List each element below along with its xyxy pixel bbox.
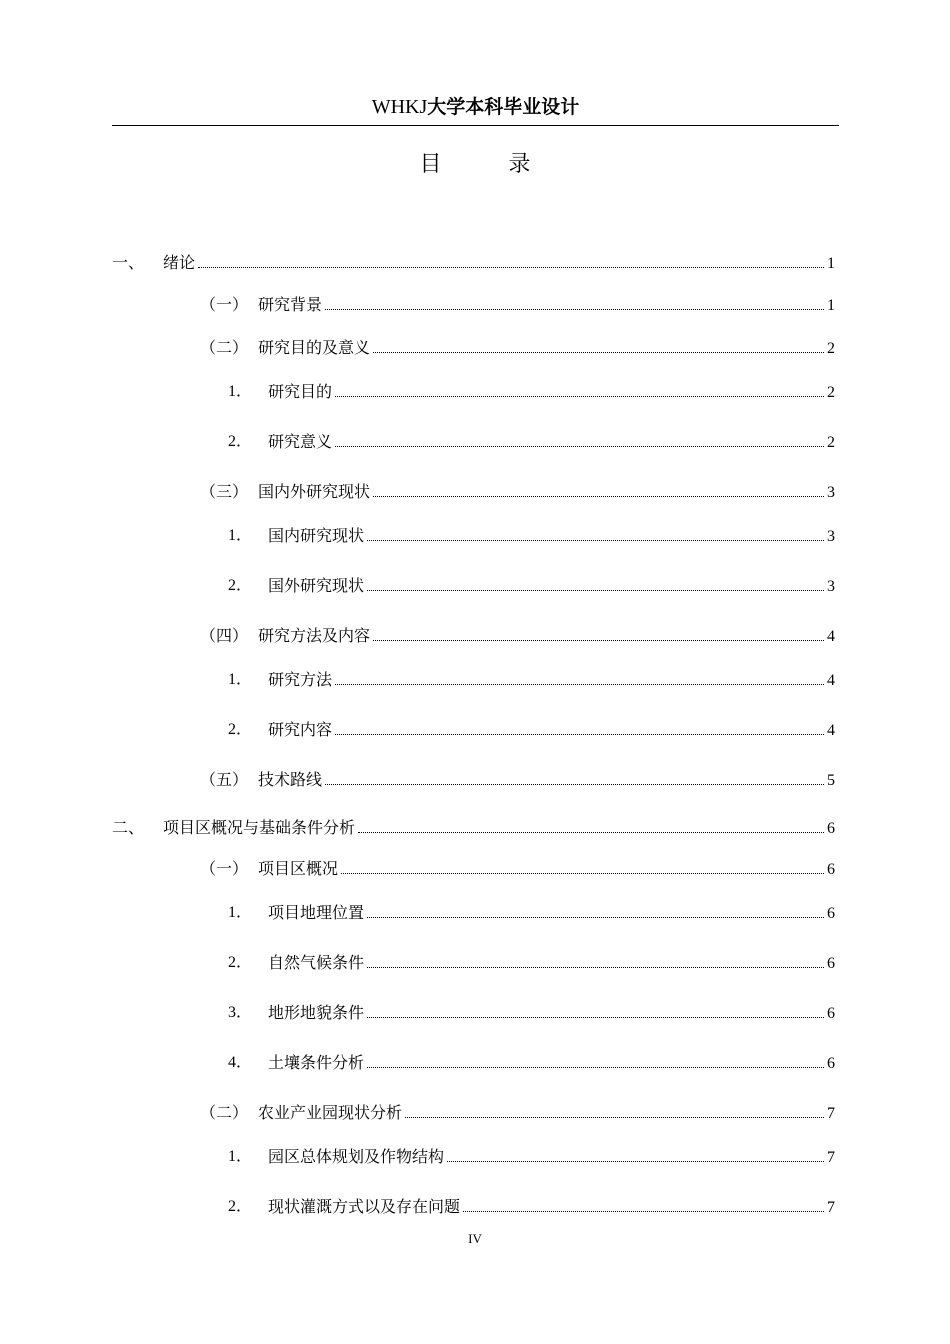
toc-entry-page: 4 <box>827 672 835 689</box>
toc-entry-page: 7 <box>827 1199 835 1216</box>
page-number: IV <box>468 1231 482 1246</box>
toc-dot-leader <box>335 430 824 447</box>
toc-entry[interactable] <box>0 524 950 548</box>
toc-entry[interactable] <box>0 857 950 881</box>
toc-dot-leader <box>358 816 824 833</box>
toc-title: 目 录 <box>419 152 561 177</box>
toc-entry-page: 2 <box>827 384 835 401</box>
toc-entry[interactable] <box>0 1195 950 1219</box>
toc-entry-page: 6 <box>827 820 835 837</box>
toc-dot-leader <box>335 718 824 735</box>
toc-entry[interactable] <box>0 768 950 792</box>
toc-entry-title: 现状灌溉方式以及存在问题 <box>268 1197 461 1216</box>
toc-entry-marker: （一） <box>200 295 249 314</box>
toc-entry-marker: 1． <box>228 1148 253 1165</box>
toc-entry-marker: 2． <box>228 954 253 971</box>
toc-entry-page: 5 <box>827 772 835 789</box>
toc-entry-title: 研究内容 <box>268 720 333 739</box>
toc-entry-page: 3 <box>827 484 835 501</box>
toc-dot-leader <box>373 336 824 353</box>
toc-entry-page: 2 <box>827 434 835 451</box>
toc-dot-leader <box>198 251 824 268</box>
toc-entry-title: 研究目的及意义 <box>258 338 371 357</box>
toc-dot-leader <box>373 624 824 641</box>
toc-entry[interactable] <box>0 480 950 504</box>
toc-dot-leader <box>367 524 824 541</box>
toc-entry-marker: 一、 <box>112 253 145 272</box>
toc-entry[interactable] <box>0 251 950 275</box>
toc-entry[interactable] <box>0 1145 950 1169</box>
toc-entry-marker: 1． <box>228 527 253 544</box>
toc-entry-title: 国外研究现状 <box>268 576 365 595</box>
toc-dot-leader <box>335 668 824 685</box>
toc-dot-leader <box>325 768 824 785</box>
toc-entry-marker: （四） <box>200 626 249 645</box>
toc-entry-title: 绪论 <box>163 253 196 272</box>
toc-entry-marker: 2． <box>228 577 253 594</box>
toc-entry[interactable] <box>0 624 950 648</box>
toc-entry[interactable] <box>0 293 950 317</box>
toc-entry[interactable] <box>0 1001 950 1025</box>
toc-entry-title: 自然气候条件 <box>268 953 365 972</box>
toc-dot-leader <box>367 901 824 918</box>
toc-entry-title: 地形地貌条件 <box>268 1003 365 1022</box>
toc-entry[interactable] <box>0 816 950 840</box>
toc-entry-marker: 4． <box>228 1054 253 1071</box>
toc-dot-leader <box>367 1001 824 1018</box>
header-title-latin: WHKJ <box>371 96 428 118</box>
toc-entry-marker: （三） <box>200 482 249 501</box>
toc-entry-page: 1 <box>827 255 835 272</box>
toc-dot-leader <box>367 951 824 968</box>
toc-dot-leader <box>367 1051 824 1068</box>
toc-entry-marker: 1． <box>228 671 253 688</box>
toc-entry-marker: （五） <box>200 770 249 789</box>
toc-entry-page: 6 <box>827 1055 835 1072</box>
toc-entry-title: 土壤条件分析 <box>268 1053 365 1072</box>
toc-entry[interactable] <box>0 718 950 742</box>
toc-entry-title: 农业产业园现状分析 <box>258 1103 403 1122</box>
toc-entry-page: 4 <box>827 722 835 739</box>
toc-entry-title: 研究方法 <box>268 670 333 689</box>
toc-entry[interactable] <box>0 380 950 404</box>
page-header <box>112 92 839 126</box>
toc-dot-leader <box>367 574 824 591</box>
toc-entry-marker: 二、 <box>112 818 145 837</box>
toc-entry-page: 6 <box>827 861 835 878</box>
toc-entry[interactable] <box>0 574 950 598</box>
toc-entry[interactable] <box>0 951 950 975</box>
toc-entry-title: 项目地理位置 <box>268 903 365 922</box>
toc-entry[interactable] <box>0 1051 950 1075</box>
toc-entry[interactable] <box>0 1101 950 1125</box>
toc-entry-title: 研究背景 <box>258 295 323 314</box>
toc-entry[interactable] <box>0 668 950 692</box>
toc-entry-page: 3 <box>827 578 835 595</box>
toc-dot-leader <box>325 293 824 310</box>
toc-entry-marker: （一） <box>200 859 249 878</box>
header-title-cjk: 大学本科毕业设计 <box>427 96 580 118</box>
toc-entry-title: 国内外研究现状 <box>258 482 371 501</box>
toc-entry-marker: 2． <box>228 433 253 450</box>
toc-entry-page: 6 <box>827 955 835 972</box>
toc-entry-marker: 2． <box>228 1198 253 1215</box>
toc-entry-page: 3 <box>827 528 835 545</box>
toc-entry-page: 4 <box>827 628 835 645</box>
toc-entry-marker: （二） <box>200 1103 249 1122</box>
toc-dot-leader <box>341 857 824 874</box>
toc-dot-leader <box>447 1145 824 1162</box>
toc-entry-page: 1 <box>827 297 835 314</box>
toc-entry-marker: 1． <box>228 904 253 921</box>
toc-entry[interactable] <box>0 901 950 925</box>
toc-entry-title: 研究意义 <box>268 432 333 451</box>
toc-entry-title: 研究方法及内容 <box>258 626 371 645</box>
toc-entry[interactable] <box>0 336 950 360</box>
toc-entry-title: 国内研究现状 <box>268 526 365 545</box>
toc-entry-page: 6 <box>827 905 835 922</box>
toc-entry-page: 7 <box>827 1149 835 1166</box>
toc-dot-leader <box>335 380 824 397</box>
toc-entry-page: 2 <box>827 340 835 357</box>
toc-entry-title: 园区总体规划及作物结构 <box>268 1147 445 1166</box>
toc-dot-leader <box>373 480 824 497</box>
toc-dot-leader <box>405 1101 824 1118</box>
toc-entry-title: 项目区概况 <box>258 859 339 878</box>
toc-dot-leader <box>463 1195 824 1212</box>
toc-entry-marker: 1． <box>228 383 253 400</box>
toc-entry-marker: （二） <box>200 338 249 357</box>
toc-entry-marker: 2． <box>228 721 253 738</box>
toc-entry-marker: 3． <box>228 1004 253 1021</box>
toc-entry-title: 项目区概况与基础条件分析 <box>163 818 356 837</box>
toc-entry-title: 技术路线 <box>258 770 323 789</box>
toc-entry-page: 6 <box>827 1005 835 1022</box>
toc-entry-page: 7 <box>827 1105 835 1122</box>
toc-entry-title: 研究目的 <box>268 382 333 401</box>
toc-entry[interactable] <box>0 430 950 454</box>
